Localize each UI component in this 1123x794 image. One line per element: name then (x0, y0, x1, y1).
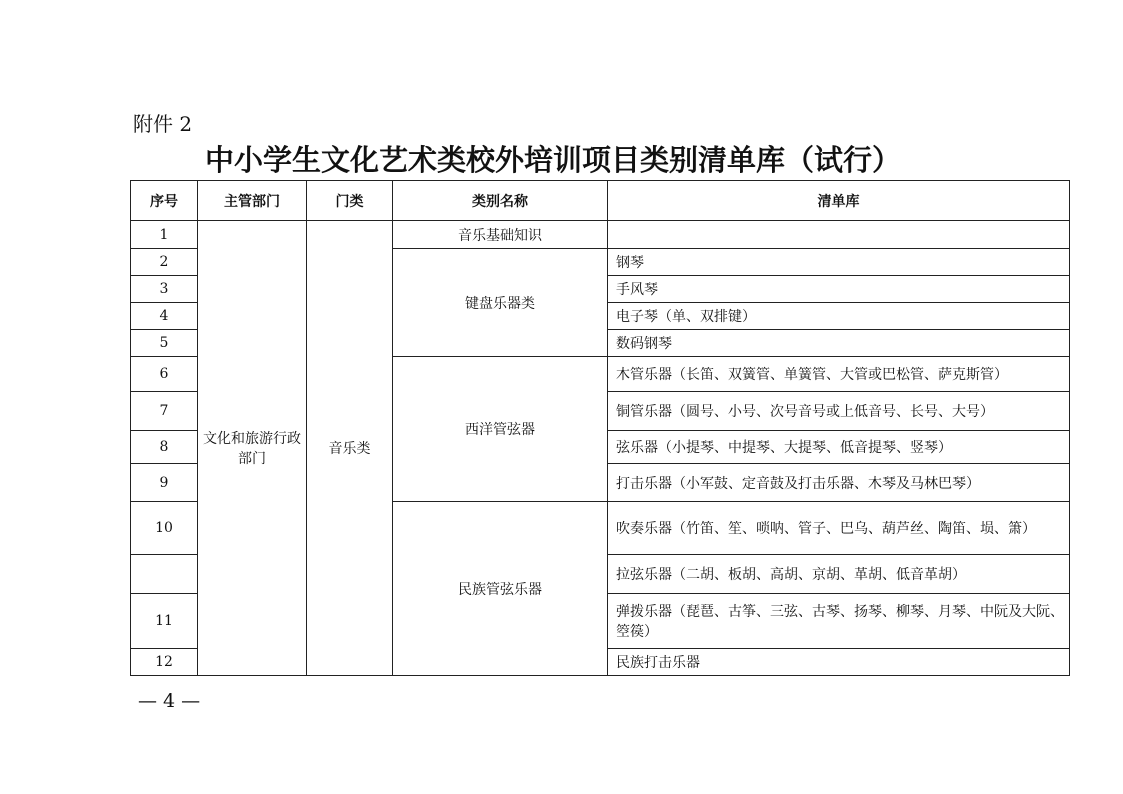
row-no: 11 (131, 594, 198, 649)
row-no: 4 (131, 303, 198, 330)
table-row (131, 221, 1070, 249)
library-cell: 木管乐器（长笛、双簧管、单簧管、大管或巴松管、萨克斯管） (608, 357, 1070, 392)
row-no: 3 (131, 276, 198, 303)
library-cell: 手风琴 (608, 276, 1070, 303)
category-table (130, 180, 1070, 676)
library-cell: 电子琴（单、双排键） (608, 303, 1070, 330)
library-cell: 吹奏乐器（竹笛、笙、唢呐、管子、巴乌、葫芦丝、陶笛、埙、箫） (608, 502, 1070, 555)
row-no: 9 (131, 464, 198, 502)
page-title: 中小学生文化艺术类校外培训项目类别清单库（试行） (205, 143, 902, 177)
library-cell: 民族打击乐器 (608, 649, 1070, 676)
class-cell: 键盘乐器类 (393, 249, 608, 357)
page-number: — 4 — (138, 690, 201, 712)
class-cell: 音乐基础知识 (393, 221, 608, 249)
header-no: 序号 (131, 181, 198, 221)
library-cell: 弹拨乐器（琵琶、古筝、三弦、古琴、扬琴、柳琴、月琴、中阮及大阮、箜篌） (608, 594, 1070, 649)
library-cell: 铜管乐器（圆号、小号、次号音号或上低音号、长号、大号） (608, 392, 1070, 431)
library-cell: 钢琴 (608, 249, 1070, 276)
library-cell: 打击乐器（小军鼓、定音鼓及打击乐器、木琴及马林巴琴） (608, 464, 1070, 502)
header-library: 清单库 (608, 181, 1070, 221)
header-class: 类别名称 (393, 181, 608, 221)
class-cell: 西洋管弦器 (393, 357, 608, 502)
row-no: 1 (131, 221, 198, 249)
row-no: 6 (131, 357, 198, 392)
row-no (131, 555, 198, 594)
library-cell: 弦乐器（小提琴、中提琴、大提琴、低音提琴、竖琴） (608, 431, 1070, 464)
library-cell: 拉弦乐器（二胡、板胡、高胡、京胡、革胡、低音革胡） (608, 555, 1070, 594)
attachment-label: 附件 2 (133, 112, 193, 136)
library-cell: 数码钢琴 (608, 330, 1070, 357)
row-no: 5 (131, 330, 198, 357)
department-cell: 文化和旅游行政部门 (198, 221, 307, 676)
table-header-row (131, 181, 1070, 221)
row-no: 12 (131, 649, 198, 676)
row-no: 7 (131, 392, 198, 431)
category-cell: 音乐类 (307, 221, 393, 676)
class-cell: 民族管弦乐器 (393, 502, 608, 676)
row-no: 10 (131, 502, 198, 555)
header-dept: 主管部门 (198, 181, 307, 221)
header-category: 门类 (307, 181, 393, 221)
row-no: 8 (131, 431, 198, 464)
library-cell (608, 221, 1070, 249)
row-no: 2 (131, 249, 198, 276)
